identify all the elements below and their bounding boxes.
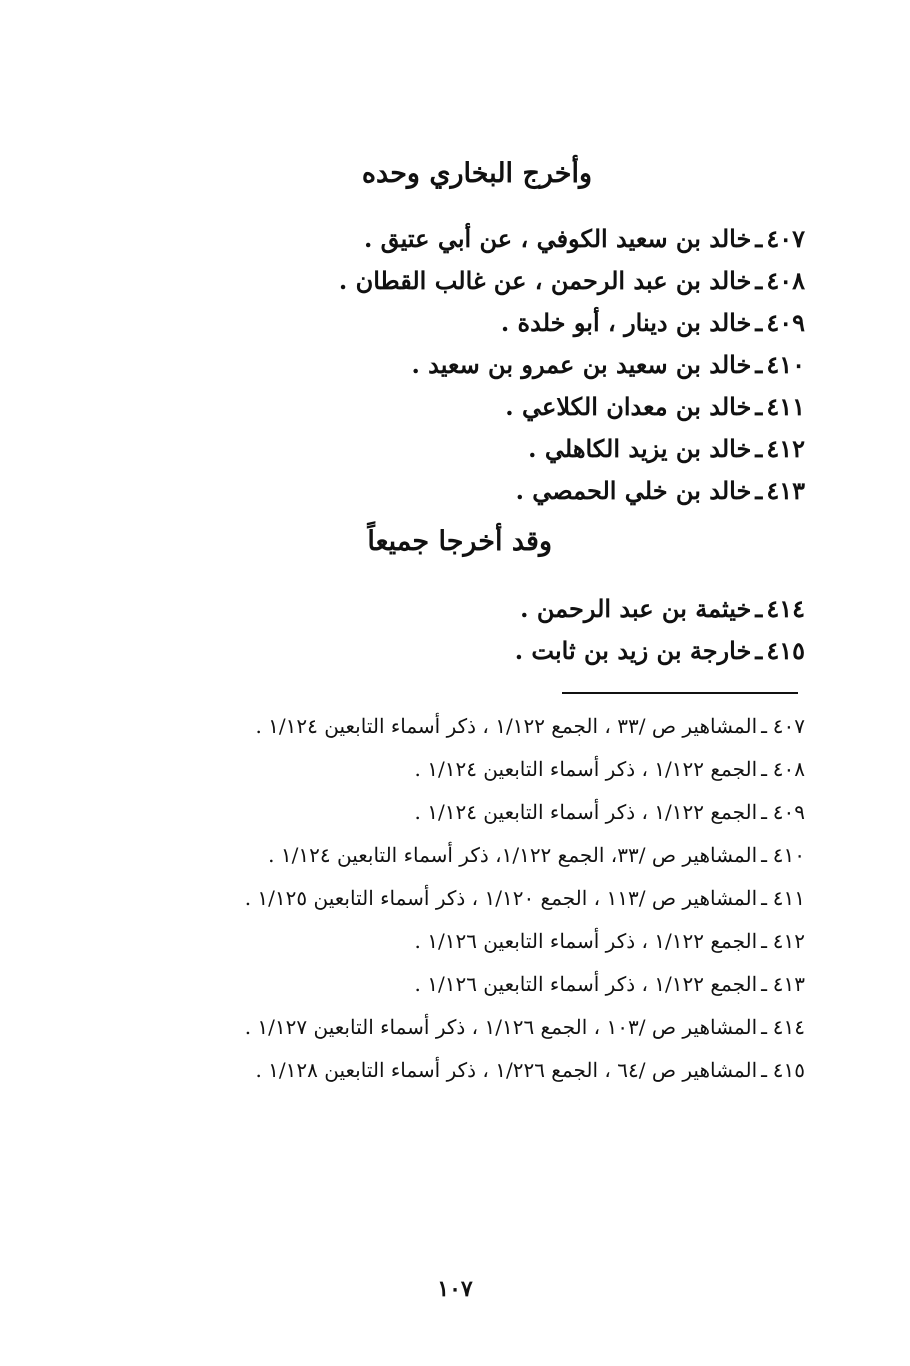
list-item [100,630,805,672]
footnote-text: المشاهير ص /٦٤ ، الجمع ١/٢٢٦ ، ذكر أسماء التابعين ١/١٢٨ . [255,1058,758,1082]
footnote-divider [562,692,798,694]
entry-number: ٤١٣ [766,476,805,505]
footnote-number: ٤١٢ [772,929,805,953]
list-item [100,588,805,630]
footnote [125,1006,805,1049]
footnote [125,963,805,1006]
entry-text: خيثمة بن عبد الرحمن . [520,594,752,623]
entry-number: ٤١٢ [766,434,805,463]
list-item [100,302,805,344]
entry-separator: ـ [755,350,763,379]
entry-number: ٤٠٧ [766,224,805,253]
entry-text: خالد بن يزيد الكاهلي . [528,434,752,463]
entry-text: خالد بن دينار ، أبو خلدة . [500,308,752,337]
footnotes [125,705,805,1092]
footnote-text: الجمع ١/١٢٢ ، ذكر أسماء التابعين ١/١٢٦ . [414,929,758,953]
footnote-text: المشاهير ص /٣٣ ، الجمع ١/١٢٢ ، ذكر أسماء التابعين ١/١٢٤ . [255,714,758,738]
footnote-text: الجمع ١/١٢٢ ، ذكر أسماء التابعين ١/١٢٤ . [414,800,758,824]
footnote-separator: ـ [761,886,767,910]
footnote-number: ٤١٣ [772,972,805,996]
footnote-number: ٤٠٧ [772,714,805,738]
footnote [125,877,805,920]
entry-list [100,588,805,672]
footnote [125,1049,805,1092]
entry-list [100,218,805,512]
entry-separator: ـ [755,392,763,421]
entry-separator: ـ [755,266,763,295]
entry-separator: ـ [755,636,763,665]
footnote-separator: ـ [761,800,767,824]
entry-text: خالد بن خلي الحمصي . [515,476,752,505]
footnote-number: ٤١٥ [772,1058,805,1082]
footnote [125,834,805,877]
page-number: ١٠٧ [437,1276,473,1302]
footnote-number: ٤١١ [772,886,805,910]
entry-separator: ـ [755,224,763,253]
footnote-text: المشاهير ص /١١٣ ، الجمع ١/١٢٠ ، ذكر أسماء التابعين ١/١٢٥ . [244,886,758,910]
footnote-separator: ـ [761,929,767,953]
footnote [125,705,805,748]
footnote-number: ٤١٠ [772,843,805,867]
list-item [100,344,805,386]
footnote-text: المشاهير ص /١٠٣ ، الجمع ١/١٢٦ ، ذكر أسماء التابعين ١/١٢٧ . [244,1015,758,1039]
footnote-separator: ـ [761,1058,767,1082]
entry-number: ٤١٥ [766,636,805,665]
list-item [100,428,805,470]
footnote-number: ٤٠٩ [772,800,805,824]
footnote-separator: ـ [761,714,767,738]
entry-number: ٤١٠ [766,350,805,379]
entry-text: خالد بن عبد الرحمن ، عن غالب القطان . [338,266,752,295]
entry-separator: ـ [755,476,763,505]
list-item [100,260,805,302]
footnote-number: ٤٠٨ [772,757,805,781]
footnote-text: المشاهير ص /٣٣، الجمع ١/١٢٢، ذكر أسماء التابعين ١/١٢٤ . [268,843,758,867]
entry-text: خارجة بن زيد بن ثابت . [514,636,752,665]
footnote-text: الجمع ١/١٢٢ ، ذكر أسماء التابعين ١/١٢٤ . [414,757,758,781]
section-heading: وأخرج البخاري وحده [361,158,592,189]
entry-separator: ـ [755,308,763,337]
footnote-separator: ـ [761,972,767,996]
entry-number: ٤١١ [766,392,805,421]
footnote-text: الجمع ١/١٢٢ ، ذكر أسماء التابعين ١/١٢٦ . [414,972,758,996]
footnote-number: ٤١٤ [772,1015,805,1039]
section-heading: وقد أخرجا جميعاً [367,526,552,557]
entry-number: ٤٠٩ [766,308,805,337]
entry-text: خالد بن سعيد الكوفي ، عن أبي عتيق . [363,224,752,253]
footnote [125,748,805,791]
entry-number: ٤٠٨ [766,266,805,295]
footnote-separator: ـ [761,1015,767,1039]
footnote-separator: ـ [761,757,767,781]
footnote-separator: ـ [761,843,767,867]
list-item [100,470,805,512]
entry-number: ٤١٤ [766,594,805,623]
entry-separator: ـ [755,594,763,623]
entry-text: خالد بن معدان الكلاعي . [505,392,752,421]
list-item [100,218,805,260]
entry-text: خالد بن سعيد بن عمرو بن سعيد . [411,350,752,379]
entry-separator: ـ [755,434,763,463]
footnote [125,791,805,834]
list-item [100,386,805,428]
footnote [125,920,805,963]
